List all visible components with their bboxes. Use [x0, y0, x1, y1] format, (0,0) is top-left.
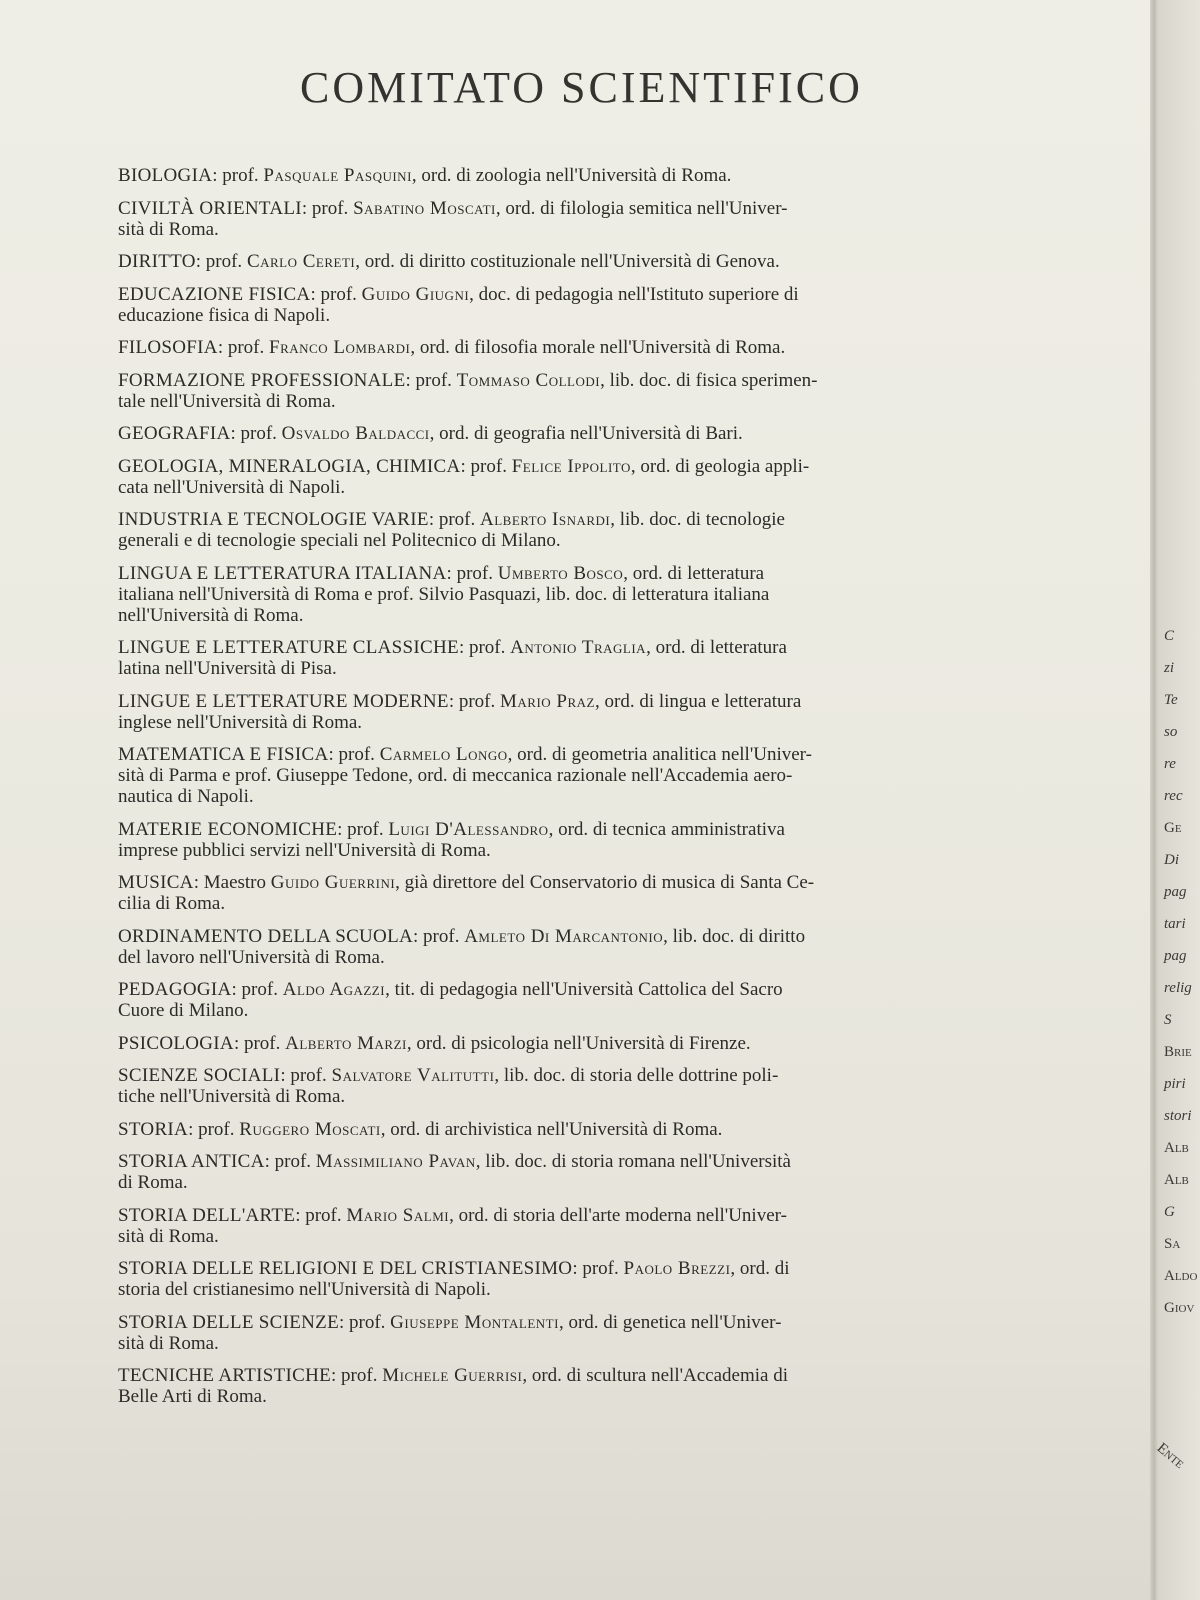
entry-person-name: Osvaldo Baldacci: [281, 423, 430, 444]
entry-subject: LINGUE E LETTERATURE MODERNE: [118, 690, 449, 712]
entry-description: , ord. di filologia semitica nell'Univer-: [495, 197, 788, 219]
facing-page-text: G: [1164, 1204, 1175, 1220]
entry-continuation: sità di Parma e prof. Giuseppe Tedone, ord. di meccanica razionale nell'Accademia aero-: [118, 765, 793, 786]
facing-page-text: stori: [1164, 1108, 1192, 1124]
committee-entry: MATERIE ECONOMICHE: prof. Luigi D'Alessandro, ord. di tecnica amministrativa imprese pubblici servizi nell'Università di Roma.: [118, 819, 1053, 861]
entry-subject: PEDAGOGIA: [118, 979, 232, 1000]
entry-continuation: sità di Roma.: [118, 1332, 219, 1354]
entry-continuation: nell'Università di Roma.: [118, 604, 304, 626]
entry-continuation: italiana nell'Università di Roma e prof. Silvio Pasquazi, lib. doc. di letteratura italiana: [118, 583, 770, 605]
entry-subject: GEOLOGIA, MINERALOGIA, CHIMICA: [118, 455, 461, 477]
entry-continuation: storia del cristianesimo nell'Università di Napoli.: [118, 1279, 491, 1300]
entry-person-name: Ruggero Moscati: [239, 1118, 381, 1140]
entry-description: , ord. di archivistica nell'Università di Roma.: [380, 1118, 723, 1140]
entry-description: , ord. di psicologia nell'Università di Firenze.: [406, 1032, 751, 1054]
entry-description: , lib. doc. di diritto: [663, 925, 806, 947]
facing-page-text: pag: [1164, 884, 1187, 900]
entry-person-name: Paolo Brezzi: [623, 1258, 731, 1279]
facing-page-text: re: [1164, 756, 1176, 772]
entry-person-name: Sabatino Moscati: [353, 197, 496, 219]
entry-person-name: Giuseppe Montalenti: [390, 1311, 559, 1333]
entry-continuation: latina nell'Università di Pisa.: [118, 658, 337, 679]
committee-entry: LINGUE E LETTERATURE MODERNE: prof. Mario Praz, ord. di lingua e letteratura inglese nell'Università di Roma.: [118, 691, 1053, 733]
committee-entry: MATEMATICA E FISICA: prof. Carmelo Longo, ord. di geometria analitica nell'Univer- sità di Parma e prof. Giuseppe Tedone, ord. di meccanica razionale nell'Accademia aero- nautica di Napoli.: [118, 744, 1053, 807]
entry-person-name: Luigi D'Alessandro: [388, 818, 549, 840]
entry-continuation: sità di Roma.: [118, 1225, 219, 1247]
page-fold: [1150, 0, 1158, 1600]
facing-page-text: Ente: [1153, 1440, 1188, 1472]
entry-description: , ord. di letteratura: [623, 562, 765, 584]
entry-person-name: Franco Lombardi: [269, 337, 411, 358]
committee-entry: EDUCAZIONE FISICA: prof. Guido Giugni, doc. di pedagogia nell'Istituto superiore di educazione fisica di Napoli.: [118, 284, 1053, 326]
entry-subject: STORIA ANTICA: [118, 1151, 265, 1172]
facing-page-text: rec: [1164, 788, 1183, 804]
entry-subject: STORIA DELLE SCIENZE: [118, 1311, 339, 1333]
entry-continuation: sità di Roma.: [118, 218, 219, 240]
facing-page-text: relig: [1164, 980, 1192, 996]
page-title: COMITATO SCIENTIFICO: [300, 63, 863, 112]
committee-entry: STORIA DELLE RELIGIONI E DEL CRISTIANESIMO: prof. Paolo Brezzi, ord. di storia del cristianesimo nell'Università di Napoli.: [118, 1258, 1053, 1300]
entry-person-name: Mario Salmi: [346, 1204, 450, 1226]
entry-subject: STORIA DELLE RELIGIONI E DEL CRISTIANESIMO: [118, 1258, 573, 1279]
committee-entry: FORMAZIONE PROFESSIONALE: prof. Tommaso Collodi, lib. doc. di fisica sperimen- tale nell'Università di Roma.: [118, 370, 1053, 412]
committee-entry: CIVILTÀ ORIENTALI: prof. Sabatino Moscati, ord. di filologia semitica nell'Univer- sità di Roma.: [118, 198, 1053, 240]
entry-person-name: Amleto Di Marcantonio: [464, 925, 664, 947]
entry-continuation: inglese nell'Università di Roma.: [118, 711, 363, 733]
committee-entry: LINGUA E LETTERATURA ITALIANA: prof. Umberto Bosco, ord. di letteratura italiana nell'Università di Roma e prof. Silvio Pasquazi, lib. doc. di letteratura italiana nell'Università di Roma.: [118, 563, 1053, 626]
entry-person-name: Pasquale Pasquini: [263, 165, 412, 186]
entry-description: , tit. di pedagogia nell'Università Cattolica del Sacro: [385, 979, 783, 1000]
entry-continuation: Cuore di Milano.: [118, 1000, 249, 1021]
entry-person-name: Tommaso Collodi: [456, 369, 601, 391]
entry-person-name: Massimiliano Pavan: [315, 1151, 476, 1172]
entry-subject: LINGUE E LETTERATURE CLASSICHE: [118, 637, 459, 658]
facing-page-text: pag: [1164, 948, 1187, 964]
entry-description: , ord. di diritto costituzionale nell'Università di Genova.: [355, 251, 780, 272]
entry-description: , ord. di scultura nell'Accademia di: [522, 1365, 788, 1386]
entry-person-name: Umberto Bosco: [497, 562, 624, 584]
entry-description: , già direttore del Conservatorio di musica di Santa Ce-: [395, 872, 815, 893]
entry-continuation: educazione fisica di Napoli.: [118, 304, 331, 326]
committee-entry: FILOSOFIA: prof. Franco Lombardi, ord. di filosofia morale nell'Università di Roma.: [118, 337, 786, 358]
entry-description: , ord. di lingua e letteratura: [595, 690, 802, 712]
facing-page-text: zi: [1164, 660, 1175, 676]
entry-person-name: Michele Guerrisi: [382, 1365, 523, 1386]
entry-continuation: nautica di Napoli.: [118, 786, 254, 807]
entry-description: , ord. di geografia nell'Università di Bari.: [429, 423, 743, 444]
entry-continuation: del lavoro nell'Università di Roma.: [118, 946, 385, 968]
entry-subject: MATEMATICA E FISICA: [118, 744, 329, 765]
entry-continuation: tiche nell'Università di Roma.: [118, 1086, 346, 1107]
facing-page-text: S: [1164, 1012, 1172, 1028]
entry-subject: DIRITTO: [118, 251, 196, 272]
entry-continuation: di Roma.: [118, 1172, 188, 1193]
facing-page-text: Aldo: [1164, 1268, 1198, 1284]
committee-entry: PEDAGOGIA: prof. Aldo Agazzi, tit. di pedagogia nell'Università Cattolica del Sacro Cuore di Milano.: [118, 979, 1053, 1021]
entry-subject: STORIA: [118, 1118, 189, 1140]
entry-description: , ord. di: [730, 1258, 790, 1279]
entry-continuation: generali e di tecnologie speciali nel Politecnico di Milano.: [118, 530, 561, 551]
entry-subject: PSICOLOGIA: [118, 1032, 234, 1054]
entry-description: , ord. di tecnica amministrativa: [548, 818, 785, 840]
committee-entry: DIRITTO: prof. Carlo Cereti, ord. di diritto costituzionale nell'Università di Genova.: [118, 251, 780, 272]
committee-entry: SCIENZE SOCIALI: prof. Salvatore Valitutti, lib. doc. di storia delle dottrine poli- tiche nell'Università di Roma.: [118, 1065, 1053, 1107]
entry-description: , ord. di geometria analitica nell'Univer-: [507, 744, 812, 765]
committee-entry: PSICOLOGIA: prof. Alberto Marzi, ord. di psicologia nell'Università di Firenze.: [118, 1032, 751, 1054]
entry-description: , lib. doc. di storia romana nell'Università: [475, 1151, 791, 1172]
entry-subject: SCIENZE SOCIALI: [118, 1065, 281, 1086]
entry-person-name: Alberto Isnardi: [480, 509, 611, 530]
entry-subject: BIOLOGIA: [118, 165, 213, 186]
entry-description: , ord. di zoologia nell'Università di Roma.: [411, 165, 732, 186]
entry-description: , doc. di pedagogia nell'Istituto superiore di: [469, 283, 799, 305]
entry-subject: EDUCAZIONE FISICA: [118, 283, 311, 305]
entry-description: , ord. di filosofia morale nell'Università di Roma.: [410, 337, 786, 358]
committee-entry: STORIA: prof. Ruggero Moscati, ord. di archivistica nell'Università di Roma.: [118, 1118, 723, 1140]
entry-person-name: Alberto Marzi: [285, 1032, 407, 1054]
entry-continuation: imprese pubblici servizi nell'Università di Roma.: [118, 839, 491, 861]
entry-subject: FILOSOFIA: [118, 337, 218, 358]
entry-person-name: Carlo Cereti: [246, 251, 356, 272]
entry-person-name: Aldo Agazzi: [282, 979, 386, 1000]
committee-entry: STORIA ANTICA: prof. Massimiliano Pavan, lib. doc. di storia romana nell'Università di Roma.: [118, 1151, 1053, 1193]
committee-entry: MUSICA: Maestro Guido Guerrini, già direttore del Conservatorio di musica di Santa Ce- cilia di Roma.: [118, 872, 1053, 914]
committee-list: [118, 165, 1053, 1419]
entry-subject: INDUSTRIA E TECNOLOGIE VARIE: [118, 509, 429, 530]
entry-continuation: tale nell'Università di Roma.: [118, 390, 336, 412]
entry-subject: STORIA DELL'ARTE: [118, 1204, 296, 1226]
entry-subject: TECNICHE ARTISTICHE: [118, 1365, 332, 1386]
committee-entry: ORDINAMENTO DELLA SCUOLA: prof. Amleto Di Marcantonio, lib. doc. di diritto del lavoro nell'Università di Roma.: [118, 926, 1053, 968]
entry-continuation: cata nell'Università di Napoli.: [118, 476, 346, 498]
entry-description: , lib. doc. di tecnologie: [610, 509, 785, 530]
entry-person-name: Guido Guerrini: [270, 872, 396, 893]
entry-continuation: Belle Arti di Roma.: [118, 1386, 267, 1407]
entry-description: , lib. doc. di storia delle dottrine poli-: [494, 1065, 779, 1086]
entry-description: , ord. di genetica nell'Univer-: [558, 1311, 782, 1333]
entry-person-name: Mario Praz: [500, 690, 596, 712]
facing-page-text: Alb: [1164, 1172, 1189, 1188]
committee-entry: INDUSTRIA E TECNOLOGIE VARIE: prof. Alberto Isnardi, lib. doc. di tecnologie generali e di tecnologie speciali nel Politecnico di Milano.: [118, 509, 1053, 551]
facing-page-text: Sa: [1164, 1236, 1181, 1252]
facing-page-text: C: [1164, 628, 1175, 644]
facing-page-text: so: [1164, 724, 1178, 740]
facing-page-text: Alb: [1164, 1140, 1189, 1156]
committee-entry: GEOGRAFIA: prof. Osvaldo Baldacci, ord. di geografia nell'Università di Bari.: [118, 423, 743, 444]
entry-continuation: cilia di Roma.: [118, 893, 226, 914]
facing-page-text: Te: [1164, 692, 1178, 708]
entry-person-name: Guido Giugni: [361, 283, 470, 305]
facing-page-text: piri: [1164, 1076, 1186, 1092]
committee-entry: LINGUE E LETTERATURE CLASSICHE: prof. Antonio Traglia, ord. di letteratura latina nell'Università di Pisa.: [118, 637, 1053, 679]
committee-entry: BIOLOGIA: prof. Pasquale Pasquini, ord. di zoologia nell'Università di Roma.: [118, 165, 732, 186]
entry-subject: FORMAZIONE PROFESSIONALE: [118, 369, 406, 391]
entry-person-name: Antonio Traglia: [510, 637, 647, 658]
facing-page-text: Giov: [1164, 1300, 1195, 1316]
facing-page-text: Di: [1164, 852, 1179, 868]
entry-description: , ord. di geologia appli-: [630, 455, 810, 477]
entry-person-name: Felice Ippolito: [511, 455, 631, 477]
entry-subject: ORDINAMENTO DELLA SCUOLA: [118, 925, 414, 947]
facing-page-text: Brie: [1164, 1044, 1192, 1060]
entry-description: , ord. di storia dell'arte moderna nell'Univer-: [449, 1204, 787, 1226]
entry-description: , ord. di letteratura: [646, 637, 787, 658]
entry-subject: GEOGRAFIA: [118, 423, 231, 444]
entry-person-name: Salvatore Valitutti: [331, 1065, 495, 1086]
entry-subject: CIVILTÀ ORIENTALI: [118, 197, 302, 219]
entry-person-name: Carmelo Longo: [379, 744, 508, 765]
committee-entry: STORIA DELL'ARTE: prof. Mario Salmi, ord. di storia dell'arte moderna nell'Univer- sità di Roma.: [118, 1205, 1053, 1247]
entry-description: , lib. doc. di fisica sperimen-: [600, 369, 818, 391]
committee-entry: TECNICHE ARTISTICHE: prof. Michele Guerrisi, ord. di scultura nell'Accademia di Belle Arti di Roma.: [118, 1365, 1053, 1407]
committee-entry: STORIA DELLE SCIENZE: prof. Giuseppe Montalenti, ord. di genetica nell'Univer- sità di Roma.: [118, 1312, 1053, 1354]
committee-entry: GEOLOGIA, MINERALOGIA, CHIMICA: prof. Felice Ippolito, ord. di geologia appli- cata nell'Università di Napoli.: [118, 456, 1053, 498]
entry-subject: LINGUA E LETTERATURA ITALIANA: [118, 562, 447, 584]
entry-subject: MUSICA: [118, 872, 194, 893]
entry-subject: MATERIE ECONOMICHE: [118, 818, 338, 840]
facing-page-text: tari: [1164, 916, 1186, 932]
facing-page-fragment: [1153, 0, 1200, 1600]
facing-page-text: Ge: [1164, 820, 1182, 836]
